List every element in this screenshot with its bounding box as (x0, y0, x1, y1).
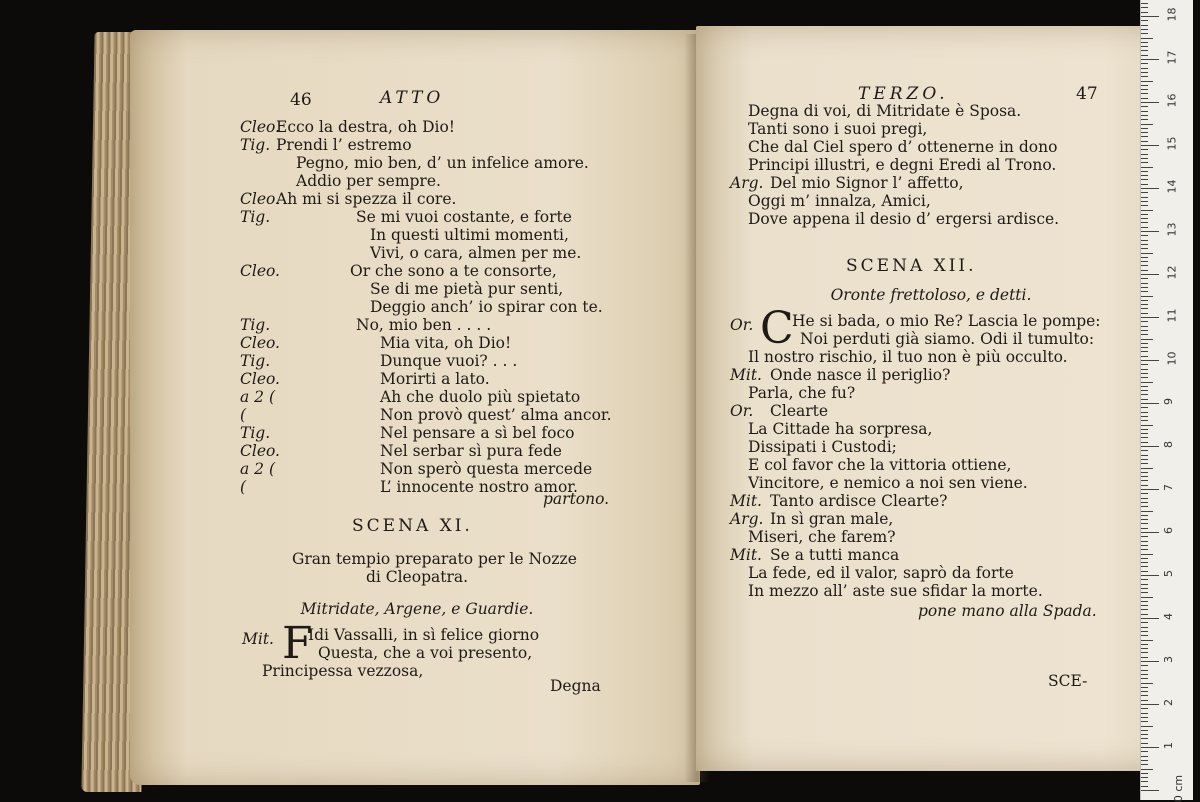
verse-line: Pegno, mio ben, d’ un infelice amore. (296, 154, 589, 172)
ruler-tick (1141, 141, 1148, 142)
ruler-tick (1141, 42, 1148, 43)
verse-line: In questi ultimi momenti, (370, 226, 569, 244)
ruler-tick (1141, 253, 1153, 254)
ruler-tick (1141, 326, 1148, 327)
ruler-tick (1141, 618, 1159, 619)
ruler-tick (1141, 7, 1148, 8)
ruler-tick (1141, 743, 1148, 744)
ruler-tick (1141, 541, 1148, 542)
ruler-tick (1141, 687, 1148, 688)
speaker-label: a 2 ( (240, 460, 276, 478)
speaker-label: ( (240, 478, 247, 496)
stage-direction-exit: partono. (543, 490, 610, 508)
verse-line: Non provò quest’ alma ancor. (380, 406, 612, 424)
speaker-label: Mit. (730, 546, 762, 564)
verse-line: Or che sono a te consorte, (350, 262, 557, 280)
verse-line: Dunque vuoi? . . . (380, 352, 518, 370)
ruler-tick (1141, 489, 1159, 490)
ruler-tick (1141, 386, 1148, 387)
speaker-label: Mit. (730, 492, 762, 510)
verse-line: Degna di voi, di Mitridate è Sposa. (748, 102, 1022, 120)
ruler-tick (1141, 652, 1148, 653)
ruler-tick (1141, 476, 1148, 477)
ruler-tick (1141, 605, 1148, 606)
ruler-tick (1141, 158, 1148, 159)
scene-characters: Mitridate, Argene, e Guardie. (300, 600, 534, 618)
verse-line: Ah che duolo più spietato (380, 388, 581, 406)
verse-line: Nel pensare a sì bel foco (380, 424, 575, 442)
ruler-tick (1141, 536, 1148, 537)
ruler-tick (1141, 12, 1148, 13)
ruler-tick (1141, 493, 1148, 494)
ruler-tick (1141, 356, 1148, 357)
ruler-tick (1141, 72, 1148, 73)
ruler-label: 16 (1165, 93, 1179, 108)
ruler-tick (1141, 403, 1159, 404)
verse-line: Idi Vassalli, in sì felice giorno (308, 626, 540, 644)
ruler-tick (1141, 29, 1148, 30)
ruler-tick (1141, 235, 1148, 236)
ruler-tick (1141, 790, 1159, 791)
ruler-tick (1141, 257, 1148, 258)
ruler-tick (1141, 201, 1148, 202)
ruler-tick (1141, 390, 1148, 391)
ruler-tick (1141, 111, 1148, 112)
ruler-tick (1141, 760, 1148, 761)
ruler-tick (1141, 46, 1148, 47)
ruler-tick (1141, 3, 1148, 4)
left-page (130, 30, 700, 785)
verse-line: Che dal Ciel spero d’ ottenerne in dono (748, 138, 1058, 156)
ruler-tick (1141, 532, 1159, 533)
ruler-tick (1141, 162, 1148, 163)
catchword: Degna (550, 677, 601, 695)
scene-setting-line2: di Cleopatra. (365, 568, 469, 586)
verse-line: Vincitore, e nemico a noi sen viene. (748, 474, 1028, 492)
ruler-tick (1141, 394, 1148, 395)
verse-line: Vivi, o cara, almen per me. (370, 244, 582, 262)
verse-line: La Cittade ha sorpresa, (748, 420, 933, 438)
ruler-tick (1141, 25, 1148, 26)
ruler-tick (1141, 738, 1148, 739)
ruler-tick (1141, 296, 1153, 297)
verse-line: Principessa vezzosa, (262, 662, 424, 680)
verse-line: Deggio anch’ io spirar con te. (370, 298, 603, 316)
ruler-tick (1141, 330, 1148, 331)
ruler-tick (1141, 713, 1148, 714)
ruler-tick (1141, 747, 1159, 748)
verse-line: Del mio Signor l’ affetto, (770, 174, 964, 192)
verse-line: Tanto ardisce Clearte? (770, 492, 948, 510)
ruler-tick (1141, 777, 1148, 778)
open-book (88, 20, 1101, 788)
ruler-tick (1141, 691, 1148, 692)
ruler-tick (1141, 437, 1148, 438)
ruler-tick (1141, 472, 1148, 473)
ruler-tick (1141, 68, 1148, 69)
ruler-tick (1141, 89, 1148, 90)
ruler-tick (1141, 519, 1148, 520)
ruler-tick (1141, 416, 1148, 417)
ruler-label: 15 (1165, 136, 1179, 151)
verse-line: Se di me pietà pur senti, (370, 280, 564, 298)
ruler-tick (1141, 287, 1148, 288)
ruler-tick (1141, 321, 1148, 322)
ruler-tick (1141, 498, 1148, 499)
scene-characters: Oronte frettoloso, e detti. (830, 286, 1032, 304)
ruler-tick (1141, 334, 1148, 335)
drop-capital: F (282, 618, 313, 669)
verse-line: He si bada, o mio Re? Lascia le pompe: (792, 312, 1101, 330)
ruler-tick (1141, 192, 1148, 193)
ruler-tick (1141, 695, 1148, 696)
speaker-label: Tig. (240, 352, 271, 370)
ruler-tick (1141, 781, 1148, 782)
right-page (696, 26, 1176, 771)
ruler-tick (1141, 76, 1148, 77)
ruler-tick (1141, 704, 1159, 705)
verse-line: Dissipati i Custodi; (748, 438, 897, 456)
ruler-tick (1141, 145, 1159, 146)
ruler-tick (1141, 661, 1159, 662)
speaker-label: Tig. (240, 316, 271, 334)
ruler-tick (1141, 119, 1148, 120)
ruler-label: 8 (1162, 441, 1175, 448)
catchword: SCE- (1048, 672, 1088, 690)
speaker-label: Tig. (240, 208, 271, 226)
verse-line: Questa, che a voi presento, (318, 644, 533, 662)
measuring-ruler (1140, 0, 1193, 800)
ruler-tick (1141, 283, 1148, 284)
ruler-label: 0 cm (1172, 774, 1186, 802)
verse-line: No, mio ben . . . . (356, 316, 492, 334)
verse-line: Oggi m’ innalza, Amici, (748, 192, 931, 210)
ruler-tick (1141, 468, 1153, 469)
verse-line: L’ innocente nostro amor. (380, 478, 578, 496)
ruler-label: 1 (1162, 742, 1175, 749)
ruler-tick (1141, 175, 1148, 176)
ruler-tick (1141, 63, 1148, 64)
ruler-tick (1141, 558, 1148, 559)
ruler-tick (1141, 231, 1159, 232)
speaker-label: Tig. (240, 136, 271, 154)
ruler-tick (1141, 222, 1148, 223)
speaker-mit: Mit. (242, 630, 274, 648)
ruler-tick (1141, 407, 1148, 408)
ruler-tick (1141, 261, 1148, 262)
ruler-tick (1141, 214, 1148, 215)
verse-line: Nel serbar sì pura fede (380, 442, 562, 460)
ruler-tick (1141, 85, 1148, 86)
ruler-tick (1141, 197, 1148, 198)
ruler-tick (1141, 59, 1159, 60)
verse-line: Se a tutti manca (770, 546, 900, 564)
verse-line: E col favor che la vittoria ottiene, (748, 456, 1012, 474)
ruler-tick (1141, 291, 1148, 292)
ruler-tick (1141, 218, 1148, 219)
ruler-tick (1141, 588, 1148, 589)
ruler-tick (1141, 575, 1159, 576)
verse-line: Il nostro rischio, il tuo non è più occulto. (748, 348, 1068, 366)
scene-title: SCENA XII. (846, 256, 977, 276)
ruler-tick (1141, 364, 1148, 365)
verse-line: Mia vita, oh Dio! (380, 334, 512, 352)
ruler-tick (1141, 708, 1148, 709)
ruler-tick (1141, 313, 1148, 314)
ruler-tick (1141, 205, 1148, 206)
verse-line: Addio per sempre. (296, 172, 441, 190)
ruler-tick (1141, 786, 1148, 787)
verse-line: Noi perduti già siamo. Odi il tumulto: (800, 330, 1095, 348)
ruler-label: 2 (1162, 699, 1175, 706)
verse-line: Clearte (770, 402, 829, 420)
verse-line: Ecco la destra, oh Dio! (276, 118, 456, 136)
ruler-tick (1141, 343, 1148, 344)
ruler-tick (1141, 210, 1153, 211)
ruler-tick (1141, 317, 1159, 318)
verse-line: Prendi l’ estremo (276, 136, 412, 154)
ruler-tick (1141, 188, 1159, 189)
ruler-tick (1141, 562, 1148, 563)
ruler-tick (1141, 38, 1153, 39)
ruler-tick (1141, 665, 1148, 666)
ruler-tick (1141, 566, 1148, 567)
ruler-tick (1141, 382, 1153, 383)
ruler-tick (1141, 528, 1148, 529)
ruler-label: 14 (1165, 179, 1179, 194)
ruler-label: 11 (1165, 308, 1179, 323)
ruler-tick (1141, 270, 1148, 271)
speaker-label: Cleo. (240, 262, 280, 280)
running-head: ATTO (380, 88, 445, 108)
verse-line: In mezzo all’ aste sue sfidar la morte. (748, 582, 1043, 600)
ruler-tick (1141, 751, 1148, 752)
ruler-tick (1141, 132, 1148, 133)
ruler-tick (1141, 545, 1148, 546)
ruler-tick (1141, 128, 1148, 129)
running-head: TERZO. (858, 84, 949, 104)
ruler-tick (1141, 240, 1148, 241)
ruler-tick (1141, 412, 1148, 413)
speaker-label: ( (240, 406, 247, 424)
ruler-tick (1141, 244, 1148, 245)
ruler-tick (1141, 55, 1148, 56)
ruler-tick (1141, 635, 1148, 636)
ruler-tick (1141, 429, 1148, 430)
ruler-tick (1141, 351, 1148, 352)
ruler-tick (1141, 420, 1148, 421)
ruler-tick (1141, 399, 1148, 400)
ruler-tick (1141, 369, 1148, 370)
ruler-tick (1141, 515, 1148, 516)
ruler-tick (1141, 274, 1159, 275)
speaker-label: Mit. (730, 366, 762, 384)
ruler-tick (1141, 81, 1153, 82)
ruler-tick (1141, 549, 1148, 550)
ruler-tick (1141, 98, 1148, 99)
ruler-tick (1141, 721, 1148, 722)
ruler-tick (1141, 450, 1148, 451)
ruler-tick (1141, 640, 1153, 641)
verse-line: Se mi vuoi costante, e forte (356, 208, 572, 226)
ruler-tick (1141, 446, 1159, 447)
speaker-or: Or. (730, 316, 754, 334)
ruler-tick (1141, 773, 1148, 774)
ruler-label: 13 (1165, 222, 1179, 237)
speaker-label: Cleo. (240, 190, 280, 208)
ruler-tick (1141, 347, 1148, 348)
ruler-tick (1141, 179, 1148, 180)
verse-line: Non sperò questa mercede (380, 460, 593, 478)
page-number: 46 (290, 90, 312, 110)
ruler-tick (1141, 657, 1148, 658)
verse-line: Miseri, che farem? (748, 528, 896, 546)
ruler-label: 12 (1165, 265, 1179, 280)
ruler-tick (1141, 674, 1148, 675)
ruler-tick (1141, 480, 1148, 481)
ruler-tick (1141, 597, 1153, 598)
ruler-tick (1141, 102, 1159, 103)
ruler-tick (1141, 106, 1148, 107)
verse-line: Parla, che fu? (748, 384, 856, 402)
ruler-tick (1141, 683, 1153, 684)
ruler-tick (1141, 115, 1148, 116)
ruler-tick (1141, 769, 1153, 770)
ruler-tick (1141, 171, 1148, 172)
ruler-tick (1141, 717, 1148, 718)
ruler-tick (1141, 308, 1148, 309)
ruler-tick (1141, 601, 1148, 602)
speaker-label: Tig. (240, 424, 271, 442)
ruler-tick (1141, 377, 1148, 378)
speaker-label: Or. (730, 402, 754, 420)
ruler-tick (1141, 511, 1153, 512)
ruler-tick (1141, 506, 1148, 507)
ruler-tick (1141, 124, 1153, 125)
ruler-tick (1141, 93, 1148, 94)
ruler-tick (1141, 554, 1153, 555)
scene-title: SCENA XI. (352, 516, 473, 536)
ruler-tick (1141, 442, 1148, 443)
ruler-label: 18 (1165, 7, 1179, 22)
ruler-label: 4 (1162, 613, 1175, 620)
ruler-tick (1141, 33, 1148, 34)
ruler-tick (1141, 50, 1148, 51)
ruler-tick (1141, 425, 1153, 426)
ruler-tick (1141, 592, 1148, 593)
ruler-tick (1141, 648, 1148, 649)
ruler-tick (1141, 726, 1153, 727)
ruler-tick (1141, 622, 1148, 623)
ruler-tick (1141, 678, 1148, 679)
speaker-label: a 2 ( (240, 388, 276, 406)
ruler-tick (1141, 227, 1148, 228)
ruler-tick (1141, 360, 1159, 361)
verse-line: La fede, ed il valor, saprò da forte (748, 564, 1014, 582)
ruler-tick (1141, 485, 1148, 486)
ruler-label: 3 (1162, 656, 1175, 663)
ruler-tick (1141, 373, 1148, 374)
ruler-tick (1141, 459, 1148, 460)
page-number: 47 (1076, 84, 1098, 104)
ruler-label: 7 (1162, 484, 1175, 491)
ruler-tick (1141, 463, 1148, 464)
ruler-tick (1141, 300, 1148, 301)
verse-line: Morirti a lato. (380, 370, 490, 388)
ruler-tick (1141, 433, 1148, 434)
ruler-tick (1141, 149, 1148, 150)
ruler-tick (1141, 20, 1148, 21)
ruler-tick (1141, 700, 1148, 701)
speaker-label: Arg. (730, 174, 764, 192)
verse-line: Onde nasce il periglio? (770, 366, 951, 384)
ruler-tick (1141, 265, 1148, 266)
ruler-tick (1141, 627, 1148, 628)
ruler-tick (1141, 644, 1148, 645)
verse-line: Principi illustri, e degni Eredi al Trono. (748, 156, 1057, 174)
drop-capital: C (760, 303, 794, 354)
ruler-tick (1141, 631, 1148, 632)
ruler-tick (1141, 756, 1148, 757)
speaker-label: Cleo. (240, 370, 280, 388)
ruler-tick (1141, 304, 1148, 305)
ruler-tick (1141, 764, 1148, 765)
stage-direction: pone mano alla Spada. (918, 602, 1097, 620)
ruler-tick (1141, 184, 1148, 185)
ruler-label: 10 (1165, 351, 1179, 366)
ruler-tick (1141, 579, 1148, 580)
ruler-tick (1141, 248, 1148, 249)
verse-line: In sì gran male, (770, 510, 894, 528)
ruler-tick (1141, 339, 1153, 340)
ruler-tick (1141, 16, 1159, 17)
ruler-tick (1141, 278, 1148, 279)
speaker-label: Arg. (730, 510, 764, 528)
ruler-tick (1141, 455, 1148, 456)
ruler-tick (1141, 730, 1148, 731)
ruler-tick (1141, 502, 1148, 503)
ruler-tick (1141, 584, 1148, 585)
ruler-tick (1141, 734, 1148, 735)
ruler-tick (1141, 571, 1148, 572)
speaker-label: Cleo. (240, 442, 280, 460)
verse-line: Tanti sono i suoi pregi, (748, 120, 928, 138)
ruler-tick (1141, 167, 1153, 168)
speaker-label: Cleo. (240, 118, 280, 136)
ruler-label: 6 (1162, 527, 1175, 534)
ruler-label: 17 (1165, 50, 1179, 65)
ruler-tick (1141, 609, 1148, 610)
verse-line: Ah mi si spezza il core. (276, 190, 457, 208)
ruler-tick (1141, 523, 1148, 524)
ruler-label: 9 (1162, 398, 1175, 405)
ruler-tick (1141, 154, 1148, 155)
verse-line: Dove appena il desio d’ ergersi ardisce. (748, 210, 1060, 228)
scene-setting-line1: Gran tempio preparato per le Nozze (292, 550, 577, 568)
ruler-tick (1141, 670, 1148, 671)
ruler-tick (1141, 136, 1148, 137)
speaker-label: Cleo. (240, 334, 280, 352)
ruler-tick (1141, 614, 1148, 615)
ruler-label: 5 (1162, 570, 1175, 577)
